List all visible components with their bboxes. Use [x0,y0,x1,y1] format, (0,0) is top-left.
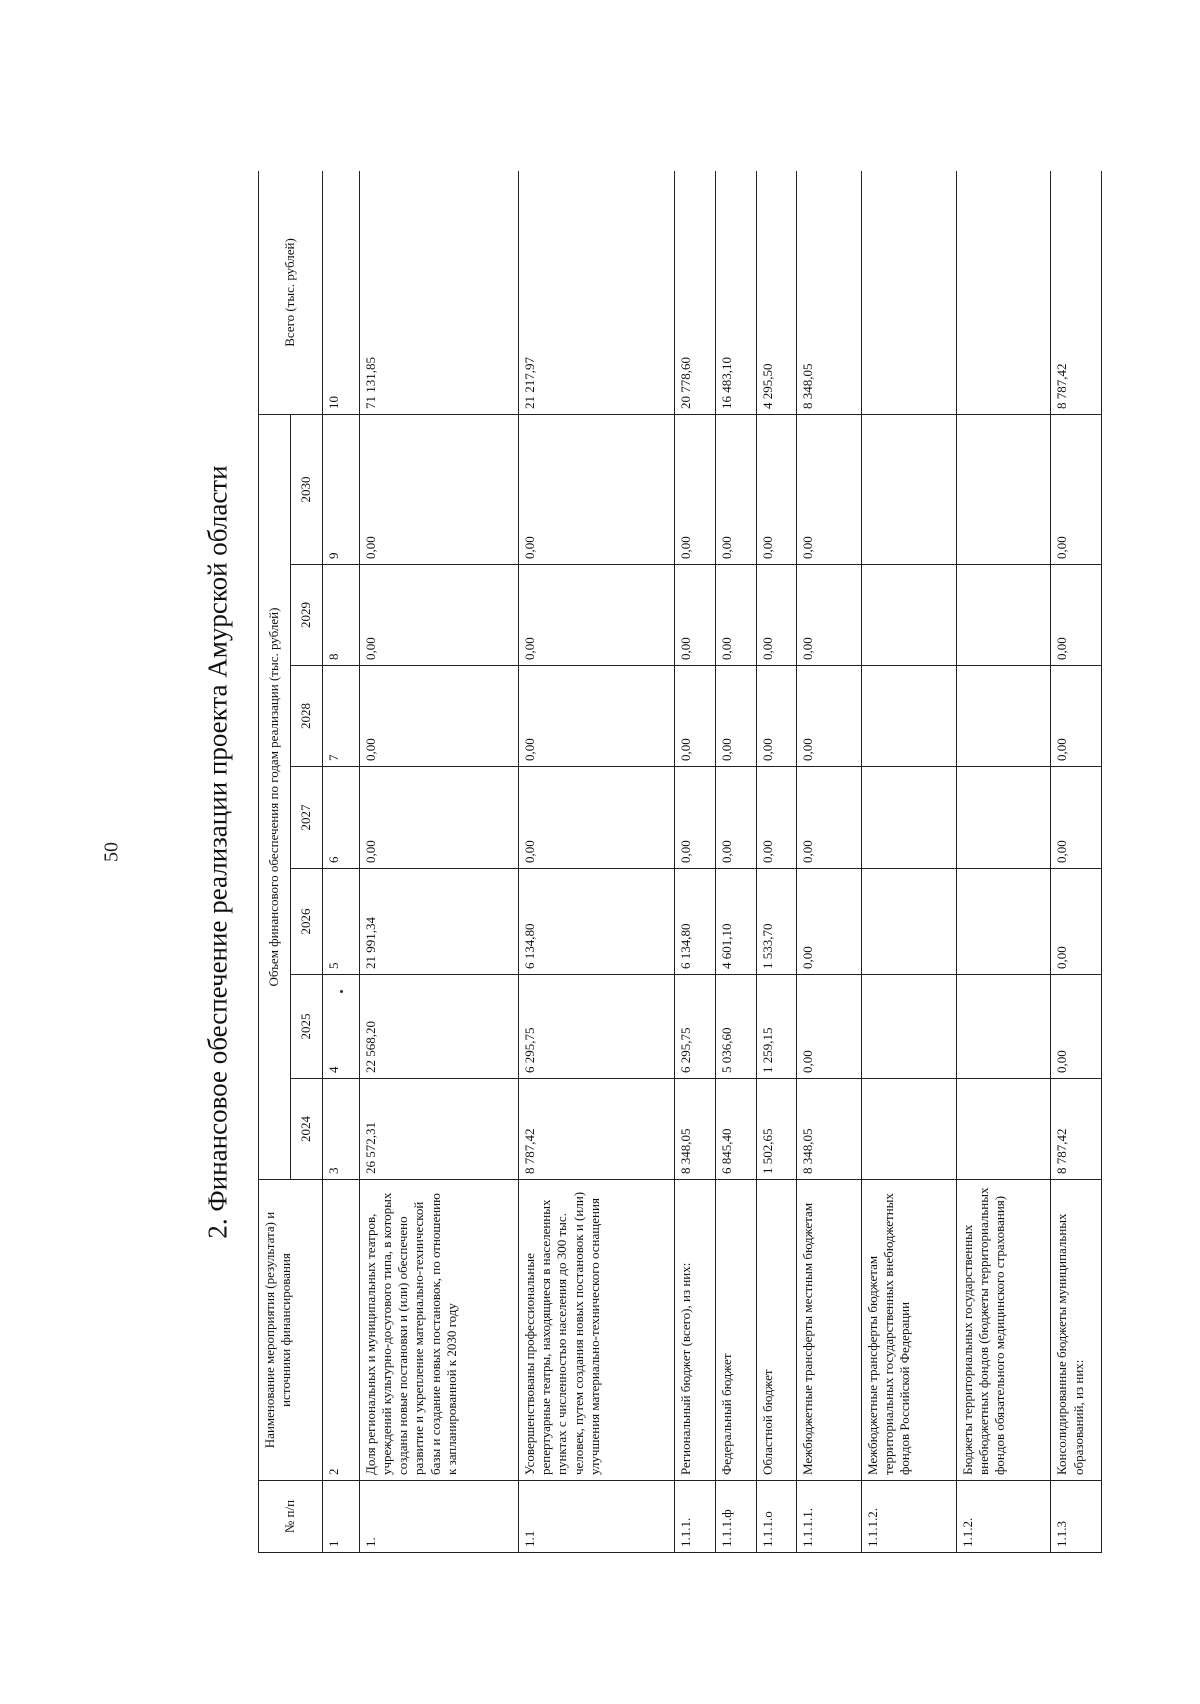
row-number: 1. [359,1481,518,1553]
year-value [861,666,956,767]
year-value: 0,00 [1051,565,1102,666]
year-value: 8 348,05 [797,1079,862,1180]
table-row [518,171,674,1553]
table-row [715,171,756,1553]
column-number: 10 [323,171,360,414]
table-row [756,171,797,1553]
year-value: 6 134,80 [518,869,674,975]
year-value: 0,00 [756,414,797,564]
column-number: 6 [323,767,360,869]
row-number: 1.1.1.ф [715,1481,756,1553]
row-total: 20 778,60 [674,171,715,414]
row-number: 1.1.1.2. [861,1481,956,1553]
year-value: 8 787,42 [1051,1079,1102,1180]
year-value: 0,00 [674,666,715,767]
financing-table [258,171,1102,1553]
year-value: 0,00 [1051,869,1102,975]
year-value [956,869,1051,975]
year-value: 0,00 [518,414,674,564]
year-value: 0,00 [715,767,756,869]
year-value: 0,00 [797,767,862,869]
year-value: 6 845,40 [715,1079,756,1180]
header-year: 2024 [291,1079,323,1180]
year-value: 0,00 [359,767,518,869]
page-number: 50 [100,842,123,862]
column-number: 1 [323,1481,360,1553]
year-value: 4 601,10 [715,869,756,975]
row-total: 71 131,85 [359,171,518,414]
year-value: 1 502,65 [756,1079,797,1180]
year-value: 0,00 [1051,666,1102,767]
year-value: 0,00 [715,666,756,767]
year-value: 0,00 [359,565,518,666]
year-value: 0,00 [756,565,797,666]
column-number: 4 [323,975,360,1079]
header-year: 2030 [291,414,323,564]
year-value [861,767,956,869]
year-value [861,869,956,975]
year-value: 0,00 [797,666,862,767]
row-total: 8 787,42 [1051,171,1102,414]
year-value: 0,00 [518,565,674,666]
row-total [861,171,956,414]
table-row [861,171,956,1553]
row-name: Межбюджетные трансферты местным бюджетам [797,1180,862,1481]
column-number: 3 [323,1079,360,1180]
table-row [674,171,715,1553]
header-volume: Объем финансового обеспечения по годам реализации (тыс. рублей) [259,414,291,1179]
year-value: 0,00 [674,565,715,666]
year-value [861,975,956,1079]
year-value: 5 036,60 [715,975,756,1079]
row-name: Доля региональных и муниципальных театров, учреждений культурно-досугового типа, в которых созданы новые постановки и (или) обеспечено развитие и укрепление материально-технической базы и создание новых постановок, по отношению к запланированной к 2030 году [359,1180,518,1481]
table-row [359,171,518,1553]
page-title: 2. Финансовое обеспечение реализации проекта Амурской области [202,465,233,1239]
header-no: № п/п [259,1481,323,1553]
year-value: 1 533,70 [756,869,797,975]
year-value: 0,00 [518,666,674,767]
header-year: 2026 [291,869,323,975]
year-value: 6 134,80 [674,869,715,975]
column-number: 8 [323,565,360,666]
year-value: 0,00 [797,414,862,564]
rotated-table-frame [258,171,1102,1553]
year-value: 0,00 [756,666,797,767]
row-total [956,171,1051,414]
column-number: 2 [323,1180,360,1481]
year-value [956,975,1051,1079]
table-row [956,171,1051,1553]
row-total: 8 348,05 [797,171,862,414]
row-name: Консолидированные бюджеты муниципальных образований, из них: [1051,1180,1102,1481]
year-value: 0,00 [674,767,715,869]
year-value: 0,00 [1051,767,1102,869]
year-value: 0,00 [797,869,862,975]
header-year: 2028 [291,666,323,767]
year-value: 0,00 [359,414,518,564]
year-value [956,414,1051,564]
year-value: 6 295,75 [674,975,715,1079]
row-name: Федеральный бюджет [715,1180,756,1481]
year-value: 0,00 [518,767,674,869]
row-number: 1.1.1. [674,1481,715,1553]
year-value: 1 259,15 [756,975,797,1079]
year-value: 0,00 [1051,414,1102,564]
column-number: 7 [323,666,360,767]
year-value [861,565,956,666]
column-number: 9 [323,414,360,564]
row-total: 21 217,97 [518,171,674,414]
header-name: Наименование мероприятия (результата) и источники финансирования [259,1180,323,1481]
table-row [797,171,862,1553]
column-number-row [323,171,360,1553]
row-name: Межбюджетные трансферты бюджетам территориальных государственных внебюджетных фондов Российской Федерации [861,1180,956,1481]
row-number: 1.1.3 [1051,1481,1102,1553]
year-value: 0,00 [756,767,797,869]
year-value: 0,00 [715,565,756,666]
year-value: 26 572,31 [359,1079,518,1180]
year-value: 0,00 [359,666,518,767]
year-value: 21 991,34 [359,869,518,975]
row-number: 1.1.1.о [756,1481,797,1553]
table-row [1051,171,1102,1553]
table-container [258,171,1102,1553]
year-value: 0,00 [797,975,862,1079]
row-number: 1.1.1.1. [797,1481,862,1553]
year-value: 8 348,05 [674,1079,715,1180]
year-value: 0,00 [674,414,715,564]
year-value: 0,00 [797,565,862,666]
year-value [861,1079,956,1180]
year-value: 6 295,75 [518,975,674,1079]
row-total: 4 295,50 [756,171,797,414]
year-value: 22 568,20 [359,975,518,1079]
row-name: Региональный бюджет (всего), из них: [674,1180,715,1481]
row-name: Бюджеты территориальных государственных внебюджетных фондов (бюджеты территориальных фондов обязательного медицинского страхования) [956,1180,1051,1481]
year-value: 0,00 [1051,975,1102,1079]
year-value [956,1079,1051,1180]
header-year: 2029 [291,565,323,666]
year-value [956,565,1051,666]
year-value: 8 787,42 [518,1079,674,1180]
header-total: Всего (тыс. рублей) [259,171,323,414]
row-name: Областной бюджет [756,1180,797,1481]
header-year: 2025 [291,975,323,1079]
year-value [956,767,1051,869]
year-value [956,666,1051,767]
row-name: Усовершенствованы профессиональные репертуарные театры, находящиеся в населенных пунктах с численностью населения до 300 тыс. человек, путем создания новых постановок и (или) улучшения материально-технического оснащения [518,1180,674,1481]
row-total: 16 483,10 [715,171,756,414]
header-year: 2027 [291,767,323,869]
year-value [861,414,956,564]
year-value: 0,00 [715,414,756,564]
column-number: 5 [323,869,360,975]
row-number: 1.1.2. [956,1481,1051,1553]
row-number: 1.1 [518,1481,674,1553]
